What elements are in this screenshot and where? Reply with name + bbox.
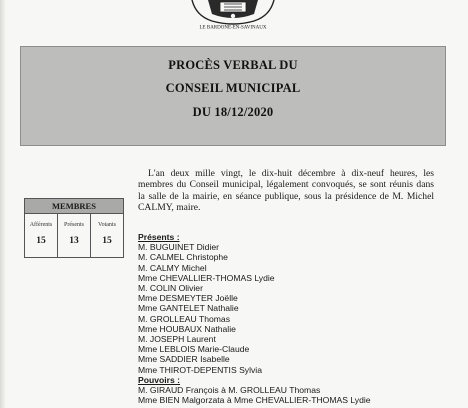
list-item: Mme CHEVALLIER-THOMAS Lydie xyxy=(138,272,275,283)
members-col-value: 15 xyxy=(102,236,112,246)
members-table xyxy=(24,198,124,258)
members-col-label: Votants xyxy=(98,222,116,228)
title-box xyxy=(20,46,446,146)
list-item: M. CALMY Michel xyxy=(138,262,207,273)
list-item: M. GIRAUD François à M. GROLLEAU Thomas xyxy=(138,385,321,396)
title-line-1: PROCÈS VERBAL DU xyxy=(168,58,298,72)
meeting-date: DU 18/12/2020 xyxy=(192,105,274,119)
list-item: M. JOSEPH Laurent xyxy=(138,334,216,345)
list-item: Mme DESMEYTER Joëlle xyxy=(138,293,238,304)
members-col-value: 13 xyxy=(69,236,79,246)
list-item: M. GROLLEAU Thomas xyxy=(138,313,231,324)
list-item: Mme BIEN Malgorzata à Mme CHEVALLIER-THOMAS Lydie xyxy=(138,395,371,406)
list-item: Mme THIROT-DEPENTIS Sylvia xyxy=(138,364,262,375)
members-title: MEMBRES xyxy=(25,199,123,214)
list-item: M. BUGUINET Didier xyxy=(138,242,220,253)
intro-text: L'an deux mille vingt, le dix-huit décembre à dix-neuf heures, les membres du Conseil municipal, légalement convoqués, se sont réunis dans la salle de la mairie, en séance publique, sous la présidence de M. Michel CALMY, maire. xyxy=(138,168,434,213)
members-col-presents xyxy=(58,214,91,258)
list-item: Mme LEBLOIS Marie-Claude xyxy=(138,344,250,355)
municipal-crest-logo xyxy=(178,0,288,30)
svg-text:LE BARDONÉ-EN-SAVINAUX: LE BARDONÉ-EN-SAVINAUX xyxy=(199,25,267,30)
pouvoirs-heading: Pouvoirs : xyxy=(138,374,181,385)
presents-heading: Présents : xyxy=(138,232,180,242)
members-col-afferents xyxy=(25,214,58,258)
members-col-label: Présents xyxy=(64,222,84,228)
attendance-list xyxy=(138,232,438,405)
members-col-value: 15 xyxy=(36,236,46,246)
intro-paragraph xyxy=(138,168,434,213)
list-item: Mme SADDIER Isabelle xyxy=(138,354,230,365)
members-col-label: Afférents xyxy=(29,222,53,228)
title-line-2: CONSEIL MUNICIPAL xyxy=(165,81,301,95)
list-item: Mme GANTELET Nathalie xyxy=(138,303,239,314)
list-item: Mme HOUBAUX Nathalie xyxy=(138,323,236,334)
members-col-votants xyxy=(91,214,123,258)
scan-edge xyxy=(0,0,6,408)
list-item: M. COLIN Olivier xyxy=(138,283,203,294)
list-item: M. CALMEL Christophe xyxy=(138,252,228,263)
